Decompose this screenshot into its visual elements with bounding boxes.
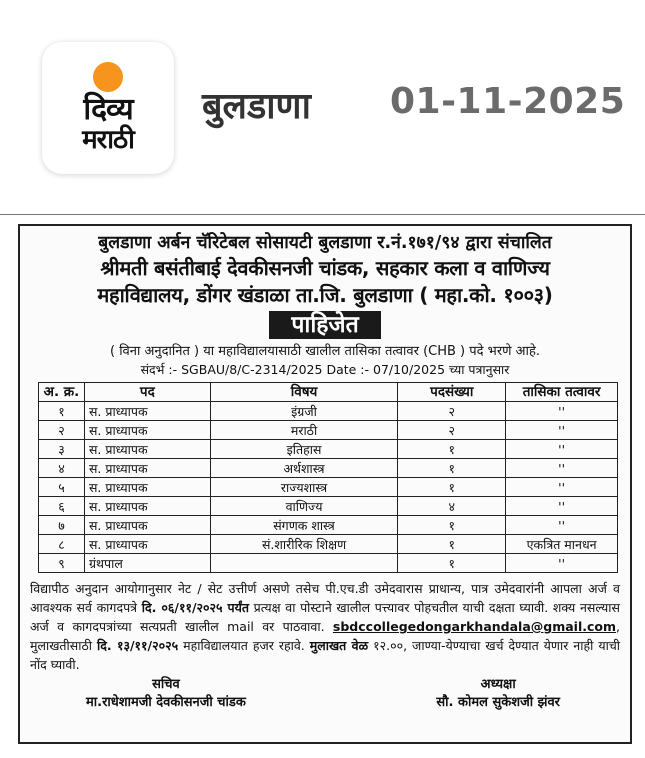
ad-subtitle: ( विना अनुदानित ) या महाविद्यालयासाठी खालील तासिका तत्वावर (CHB ) पदे भरणे आहे. — [109, 344, 540, 359]
cell-subject: वाणिज्य — [210, 497, 398, 516]
cell-serial: ७ — [39, 516, 85, 535]
cell-count: १ — [398, 478, 506, 497]
posts-table — [38, 382, 618, 573]
cell-subject — [210, 554, 398, 573]
cell-serial: ६ — [39, 497, 85, 516]
cell-count: २ — [398, 402, 506, 421]
table-row — [39, 535, 618, 554]
cell-subject: संगणक शास्त्र — [210, 516, 398, 535]
table-header-row — [39, 383, 618, 402]
cell-basis: '' — [506, 402, 618, 421]
column-header: विषय — [210, 383, 398, 402]
cell-subject: सं.शारीरिक शिक्षण — [210, 535, 398, 554]
cell-post: स. प्राध्यापक — [84, 497, 210, 516]
ad-instructions: विद्यापीठ अनुदान आयोगानुसार नेट / सेट उत्तीर्ण असणे तसेच पी.एच.डी उमेदवारास प्राधान्य, पात्र उमेदवारांनी आपला अर्ज व आवश्यक सर्व कागदपत्रे दि. ०६/११/२०२५ पर्यंत प्रत्यक्ष वा पोस्टाने खालील पत्त्यावर पोहचतील याची दक्षता घ्यावी. शक्य नसल्यास अर्ज व कागदपत्रांच्या सत्यप्रती खालील mail वर पाठवावा. sbdccollegedongarkhandala@gmail.com, मुलाखतीसाठी दि. १३/११/२०२५ महाविद्यालयात हजर रहावे. मुलाखत वेळ १२.००, जाण्या-येण्याचा खर्च देण्यात येणार नाही याची नोंद घ्यावी. — [30, 581, 621, 672]
cell-count: ४ — [398, 497, 506, 516]
interview-time-label: मुलाखत वेळ — [309, 638, 369, 653]
cell-serial: ९ — [39, 554, 85, 573]
column-header: तासिका तत्वावर — [506, 383, 618, 402]
cell-subject: अर्थशास्त्र — [210, 459, 398, 478]
table-row — [39, 440, 618, 459]
recruitment-advertisement — [18, 224, 632, 744]
cell-subject: इंग्रजी — [210, 402, 398, 421]
app-header — [0, 0, 645, 185]
cell-count: २ — [398, 421, 506, 440]
cell-post: स. प्राध्यापक — [84, 516, 210, 535]
cell-post: स. प्राध्यापक — [84, 459, 210, 478]
cell-basis: एकत्रित मानधन — [506, 535, 618, 554]
edition-city: बुलडाणा — [202, 86, 311, 127]
cell-count: १ — [398, 554, 506, 573]
signatories — [28, 676, 622, 712]
table-row — [39, 421, 618, 440]
ad-headline-address: महाविद्यालय, डोंगर खंडाळा ता.जि. बुलडाणा ( महा.को. १००३) — [97, 283, 553, 307]
column-header: पदसंख्या — [398, 383, 506, 402]
cell-subject: इतिहास — [210, 440, 398, 459]
cell-serial: ४ — [39, 459, 85, 478]
cell-basis: '' — [506, 554, 618, 573]
column-header: पद — [84, 383, 210, 402]
cell-post: स. प्राध्यापक — [84, 535, 210, 554]
cell-post: स. प्राध्यापक — [84, 440, 210, 459]
cell-subject: मराठी — [210, 421, 398, 440]
page-divider — [0, 214, 645, 215]
table-row — [39, 497, 618, 516]
column-header: अ. क्र. — [39, 383, 85, 402]
deadline-date: दि. ०६/११/२०२५ पर्यंत — [141, 600, 250, 615]
table-row — [39, 478, 618, 497]
logo-text-line1: दिव्य — [83, 92, 133, 127]
cell-basis: '' — [506, 421, 618, 440]
interview-date: दि. १३/११/२०२५ — [96, 638, 179, 653]
cell-post: स. प्राध्यापक — [84, 421, 210, 440]
edition-date: 01-11-2025 — [390, 81, 626, 122]
cell-subject: राज्यशास्त्र — [210, 478, 398, 497]
ad-headline-college: श्रीमती बसंतीबाई देवकीसनजी चांडक, सहकार कला व वाणिज्य — [100, 256, 550, 280]
cell-post: स. प्राध्यापक — [84, 402, 210, 421]
cell-count: १ — [398, 440, 506, 459]
cell-serial: ८ — [39, 535, 85, 554]
cell-basis: '' — [506, 478, 618, 497]
cell-basis: '' — [506, 516, 618, 535]
divya-marathi-logo[interactable] — [42, 42, 174, 174]
cell-count: १ — [398, 459, 506, 478]
cell-count: १ — [398, 535, 506, 554]
cell-basis: '' — [506, 497, 618, 516]
wanted-banner: पाहिजेत — [269, 311, 380, 339]
logo-text-line2: मराठी — [82, 125, 134, 155]
cell-serial: ५ — [39, 478, 85, 497]
cell-serial: २ — [39, 421, 85, 440]
cell-post: स. प्राध्यापक — [84, 478, 210, 497]
cell-basis: '' — [506, 459, 618, 478]
ad-headline-society: बुलडाणा अर्बन चॅरिटेबल सोसायटी बुलडाणा र.नं.१७१/९४ द्वारा संचालित — [98, 233, 552, 253]
table-row — [39, 554, 618, 573]
table-row — [39, 516, 618, 535]
ad-reference: संदर्भ :- SGBAU/8/C-2314/2025 Date :- 07/10/2025 च्या पत्रानुसार — [140, 362, 510, 377]
signatory-secretary: सचिव मा.राधेशामजी देवकीसनजी चांडक — [86, 677, 246, 710]
cell-serial: १ — [39, 402, 85, 421]
signatory-president: अध्यक्षा सौ. कोमल सुकेशजी झंवर — [436, 677, 560, 710]
cell-count: १ — [398, 516, 506, 535]
cell-basis: '' — [506, 440, 618, 459]
cell-post: ग्रंथपाल — [84, 554, 210, 573]
email-link[interactable]: sbdccollegedongarkhandala@gmail.com — [332, 619, 617, 634]
cell-serial: ३ — [39, 440, 85, 459]
sun-icon — [93, 62, 123, 92]
table-row — [39, 402, 618, 421]
table-row — [39, 459, 618, 478]
